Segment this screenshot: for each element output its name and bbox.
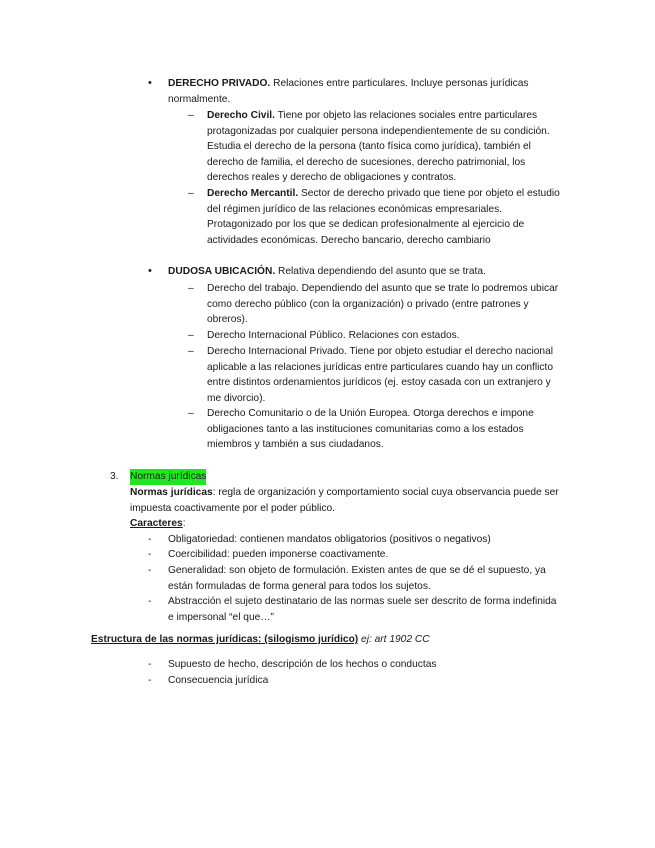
caracter-item [148,594,558,625]
dash-icon: - [148,534,152,545]
dudosa-item-text: Derecho del trabajo. Dependiendo del asunto que se trate lo podremos ubicar como derecho público (con la organización) o privado (entre patrones y obreros). [207,283,559,325]
em-dash-icon: – [188,346,194,357]
civil-paragraph [207,108,563,186]
caracter-item [148,563,558,594]
mercantil-item [188,186,563,248]
em-dash-icon: – [188,408,194,419]
caracteres-label: Caracteres [130,518,183,529]
dudosa-item-text: Derecho Comunitario o de la Unión Europea. Otorga derechos e impone obligaciones tanto a las instituciones comunitarias como a los estados miembros y también a sus ciudadanos. [207,408,534,450]
dudosa-section [148,264,568,280]
estructura-heading-row [91,632,571,648]
em-dash-icon: – [188,330,194,341]
bullet-icon: • [148,77,152,89]
dudosa-item [188,281,563,328]
dudosa-item-text: Derecho Internacional Privado. Tiene por objeto estudiar el derecho nacional aplicable a las relaciones jurídicas entre particulares cuando hay un conflicto entre distintos ordenamientos jurídicos (ej. estoy casada con un extranjero y me divorcio). [207,346,554,404]
dash-icon: - [148,565,152,576]
mercantil-text: Sector de derecho privado que tiene por objeto el estudio del régimen jurídico de las relaciones económicas empresariales. Protagonizado por los que se dedican profesionalmente al ejercicio de actividades económicas. Derecho bancario, derecho cambiario [207,188,560,246]
estructura-heading: Estructura de las normas jurídicas: (silogismo jurídico) [91,634,359,645]
definition-paragraph [130,485,570,516]
estructura-item-text: Supuesto de hecho, descripción de los hechos o conductas [168,659,437,670]
em-dash-icon: – [188,283,194,294]
caracter-item [148,547,558,563]
privado-section [148,76,568,107]
section3-heading-row [110,469,580,485]
section3-number: 3. [110,471,119,482]
civil-item [188,108,563,186]
caracter-text: Generalidad: son objeto de formulación. Existen antes de que se dé el supuesto, ya están formuladas de forma general para todos los sujetos. [168,565,546,592]
mercantil-title: Derecho Mercantil. [207,188,299,199]
caracter-text: Obligatoriedad: contienen mandatos obligatorios (positivos o negativos) [168,534,491,545]
caracter-text: Coercibilidad: pueden imponerse coactivamente. [168,549,389,560]
dudosa-item [188,328,563,344]
em-dash-icon: – [188,110,194,121]
privado-title: DERECHO PRIVADO. [168,78,271,89]
estructura-item-text: Consecuencia jurídica [168,675,269,686]
caracter-text: Abstracción el sujeto destinatario de las normas suele ser descrito de forma indefinida e impersonal “el que…” [168,596,557,623]
estructura-item [148,657,558,673]
estructura-note: ej: art 1902 CC [358,634,430,645]
section3-heading: Normas jurídicas [130,469,206,485]
dash-icon: - [148,549,152,560]
caracteres-colon: : [182,518,186,529]
bullet-icon: • [148,265,152,277]
civil-title: Derecho Civil. [207,110,275,121]
dash-icon: - [148,659,152,670]
dudosa-item [188,344,563,406]
civil-text: Tiene por objeto las relaciones sociales entre particulares protagonizadas por cualquier persona independientemente de su condición. Estudia el derecho de la persona (tanto física como jurídica), también el derecho de familia, el derecho de sucesiones, derecho patrimonial, los derechos reales y derecho de obligaciones y contratos. [207,110,550,183]
definition-text: : regla de organización y comportamiento social cuya observancia puede ser impuesta coactivamente por el poder público. [130,487,559,514]
dudosa-item [188,406,563,453]
estructura-item [148,673,558,689]
caracter-item [148,532,558,548]
em-dash-icon: – [188,188,194,199]
section3-definition [130,485,570,516]
mercantil-paragraph [207,186,563,248]
privado-text: Relaciones entre particulares. Incluye personas jurídicas normalmente. [168,78,529,105]
dudosa-text: Relativa dependiendo del asunto que se trata. [275,266,486,277]
caracteres-label-row [130,516,330,532]
definition-term: Normas jurídicas [130,487,213,498]
dudosa-paragraph [168,264,568,280]
privado-paragraph [168,76,568,107]
dash-icon: - [148,596,152,607]
dash-icon: - [148,675,152,686]
dudosa-title: DUDOSA UBICACIÓN. [168,266,276,277]
dudosa-item-text: Derecho Internacional Público. Relaciones con estados. [207,330,460,341]
